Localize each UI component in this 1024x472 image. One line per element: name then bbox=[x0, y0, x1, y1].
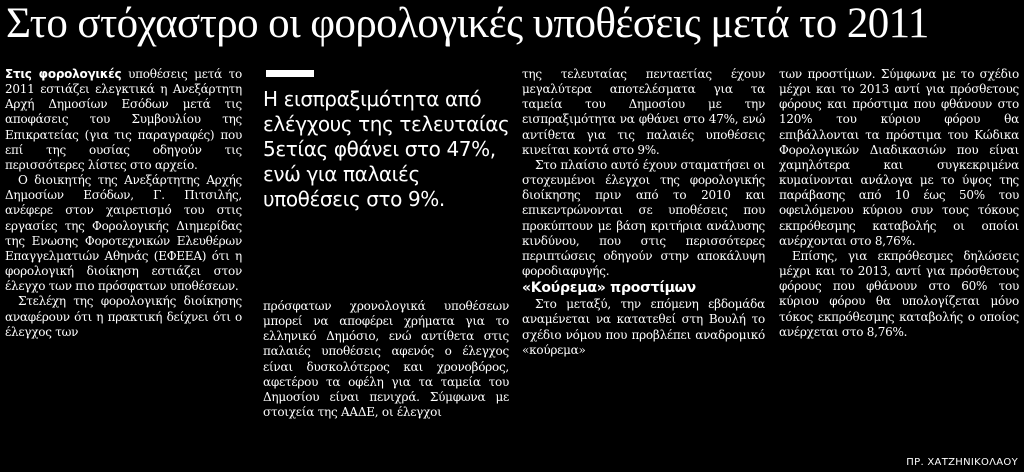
paragraph: της τελευταίας πενταετίας έχουν μεγαλύτερα αποτελέσματα για τα ταμεία του Δημοσίου με την εισπραξιμότητα να φθάνει στο 47%, ενώ αντίθετα για τις παλαιές υποθέσεις κινείται κοντά στο 9%. bbox=[522, 67, 765, 157]
paragraph: Στελέχη της φορολογικής διοίκησης αναφέρουν ότι η πρακτική δείχνει ότι ο έλεγχος των bbox=[5, 294, 242, 339]
paragraph bbox=[5, 67, 242, 173]
paragraph: των προστίμων. Σύμφωνα με το σχέδιο μέχρι και το 2013 αντί για πρόσθετους φόρους και πρόστιμα που φθάνουν στο 120% του κύριου φόρου θα επιβάλλονται τα πρόστιμα του Κώδικα Φορολογικών Διαδικασιών που είναι χαμηλότερα και συγκεκριμένα κυμαίνονται ανάλογα με το ύψος της παράβασης από 10 έως 50% του οφειλόμενου κύριου συν τους τόκους εκπρόθεσμης καταβολής οι οποίοι ανέρχονται στο 8,76%. bbox=[779, 67, 1019, 248]
pullquote: Η εισπραξιμότητα από ελέγχους της τελευταίας 5ετίας φθάνει στο 47%, ενώ για παλαιές υποθέσεις στο 9%. bbox=[263, 87, 510, 211]
paragraph: Επίσης, για εκπρόθεσμες δηλώσεις μέχρι και το 2013, αντί για πρόσθετους φόρους που φθάνουν στο 60% του κύριου φόρου θα υπολογίζεται μόνο τόκος εκπρόθεσμης καταβολής ο οποίος ανέρχεται στο 8,76%. bbox=[779, 248, 1019, 339]
column-3 bbox=[522, 67, 765, 358]
author-signature: ΠΡ. ΧΑΤΖΗΝΙΚΟΛΑΟΥ bbox=[906, 457, 1018, 468]
section-subhead: «Κούρεμα» προστίμων bbox=[522, 280, 696, 297]
paragraph-text: υποθέσεις μετά το 2011 εστιάζει ελεγκτικά η Ανεξάρτητη Αρχή Δημοσίων Εσόδων μετά τις αποφάσεις του Συμβουλίου της Επικρατείας (για τις παραγραφές) που επί της ουσίας οδηγούν τις περισσότερες λίστες στο αρχείο. bbox=[5, 67, 242, 172]
column-1 bbox=[5, 67, 242, 340]
paragraph: Στο μεταξύ, την επόμενη εβδομάδα αναμένεται να κατατεθεί στη Βουλή το σχέδιο νόμου που προβλέπει αναδρομικό «κούρεμα» bbox=[522, 297, 765, 357]
paragraph: Στο πλαίσιο αυτό έχουν σταματήσει οι στοχευμένοι έλεγχοι της φορολογικής διοίκησης πριν από το 2010 και επικεντρώνονται σε υποθέσεις που προκύπτουν με βάση κριτήρια ανάλυσης κινδύνου, που στις περισσότερες περιπτώσεις οδηγούν στην αποκάλυψη φοροδιαφυγής. bbox=[522, 157, 765, 279]
column-4 bbox=[779, 67, 1019, 340]
column-2 bbox=[263, 299, 509, 420]
lead-in: Στις φορολογικές bbox=[5, 67, 122, 81]
article-headline: Στο στόχαστρο οι φορολογικές υποθέσεις μετά το 2011 bbox=[6, 0, 929, 47]
paragraph: Ο διοικητής της Ανεξάρτητης Αρχής Δημοσίων Εσόδων, Γ. Πιτσιλής, ανέφερε στον χαιρετισμό του στις εργασίες της Φορολογικής Διημερίδας της Ενωσης Φοροτεχνικών Ελευθέρων Επαγγελματιών Αθηνάς (ΕΦΕΕΑ) ότι η φορολογική διοίκηση εστιάζει στον έλεγχο των πιο πρόσφατων υποθέσεων. bbox=[5, 173, 242, 294]
paragraph: πρόσφατων χρονολογικά υποθέσεων μπορεί να αποφέρει χρήματα για το ελληνικό Δημόσιο, ενώ αντίθετα στις παλαιές υποθέσεις αφενός ο έλεγχος είναι δυσκολότερος και χρονοβόρος, αφετέρου τα οφέλη για τα ταμεία του Δημοσίου είναι πενιχρά. Σύμφωνα με στοιχεία της ΑΑΔΕ, οι έλεγχοι bbox=[263, 299, 509, 420]
pullquote-rule bbox=[266, 70, 314, 77]
